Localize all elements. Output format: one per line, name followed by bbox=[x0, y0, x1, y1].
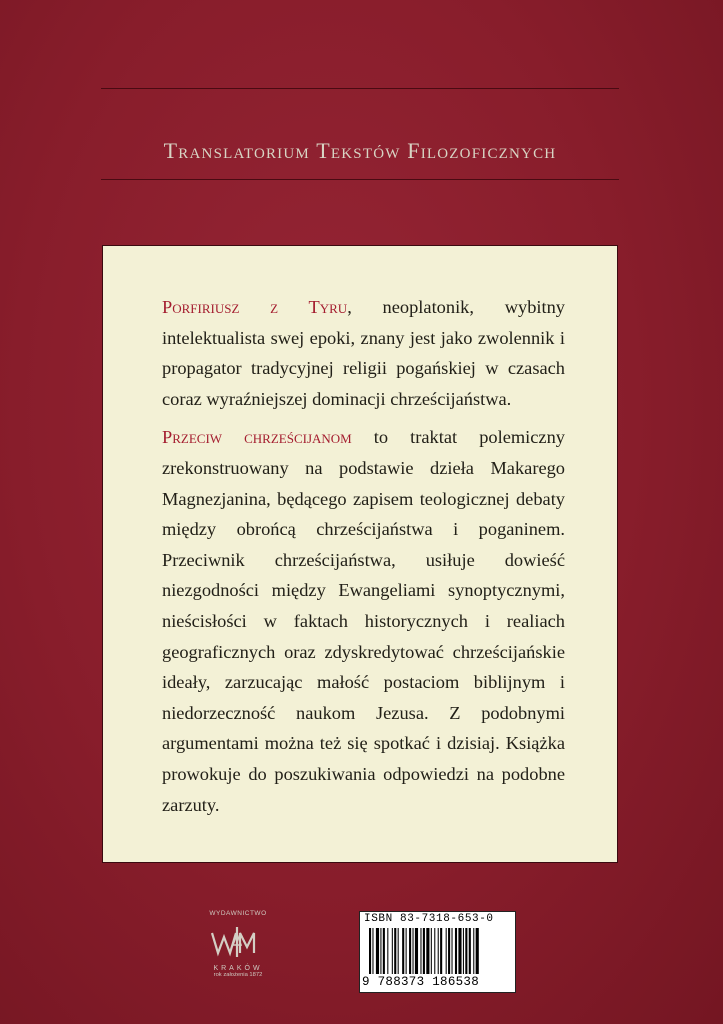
top-rule bbox=[101, 88, 619, 89]
series-title: Translatorium Tekstów Filozoficznych bbox=[163, 138, 557, 163]
isbn-barcode bbox=[359, 911, 516, 993]
bottom-rule bbox=[101, 179, 619, 180]
ean-digits: 9 788373 186538 bbox=[362, 975, 480, 989]
author-name: Porfiriusz z Tyru bbox=[162, 297, 348, 317]
description-panel bbox=[102, 245, 618, 863]
barcode-bars bbox=[369, 928, 507, 978]
publisher-city: KRAKÓW bbox=[213, 965, 263, 972]
paragraph-2-text: to traktat polemiczny zrekonstruowany na podstawie dzieła Makarego Magnezjanina, będącego zapisem teologicznej debaty między obrońcą chrześcijaństwa i poganinem. Przeciwnik chrześcijaństwa, usiłuje dowieść niezgodności między Ewangeliami synoptycznymi, nieścisłości w faktach historycznych i realiach geograficznych oraz zdyskredytować chrześcijańskie ideały, zarzucając małość postaciom biblijnym i niedorzeczność naukom Jezusa. Z podobnymi argumentami można też się spotkać i dzisiaj. Książka prowokuje do poszukiwania odpowiedzi na podobne zarzuty. bbox=[162, 427, 565, 815]
publisher-label: WYDAWNICTWO bbox=[209, 910, 267, 917]
description-paragraph-1 bbox=[162, 292, 565, 414]
paragraph-1-text: , neoplatonik, wybitny intelektualista swej epoki, znany jest jako zwolennik i propagator tradycyjnej religii pogańskiej w czasach coraz wyraźniejszej dominacji chrześcijaństwa. bbox=[162, 297, 566, 409]
description-paragraph-2 bbox=[162, 422, 565, 820]
book-title: Przeciw chrześcijanom bbox=[162, 427, 352, 448]
publisher-founded: rok założenia 1872 bbox=[213, 972, 263, 978]
publisher-logo bbox=[196, 908, 280, 998]
isbn-number: ISBN 83-7318-653-0 bbox=[364, 913, 494, 925]
wam-logo-icon bbox=[196, 925, 280, 964]
